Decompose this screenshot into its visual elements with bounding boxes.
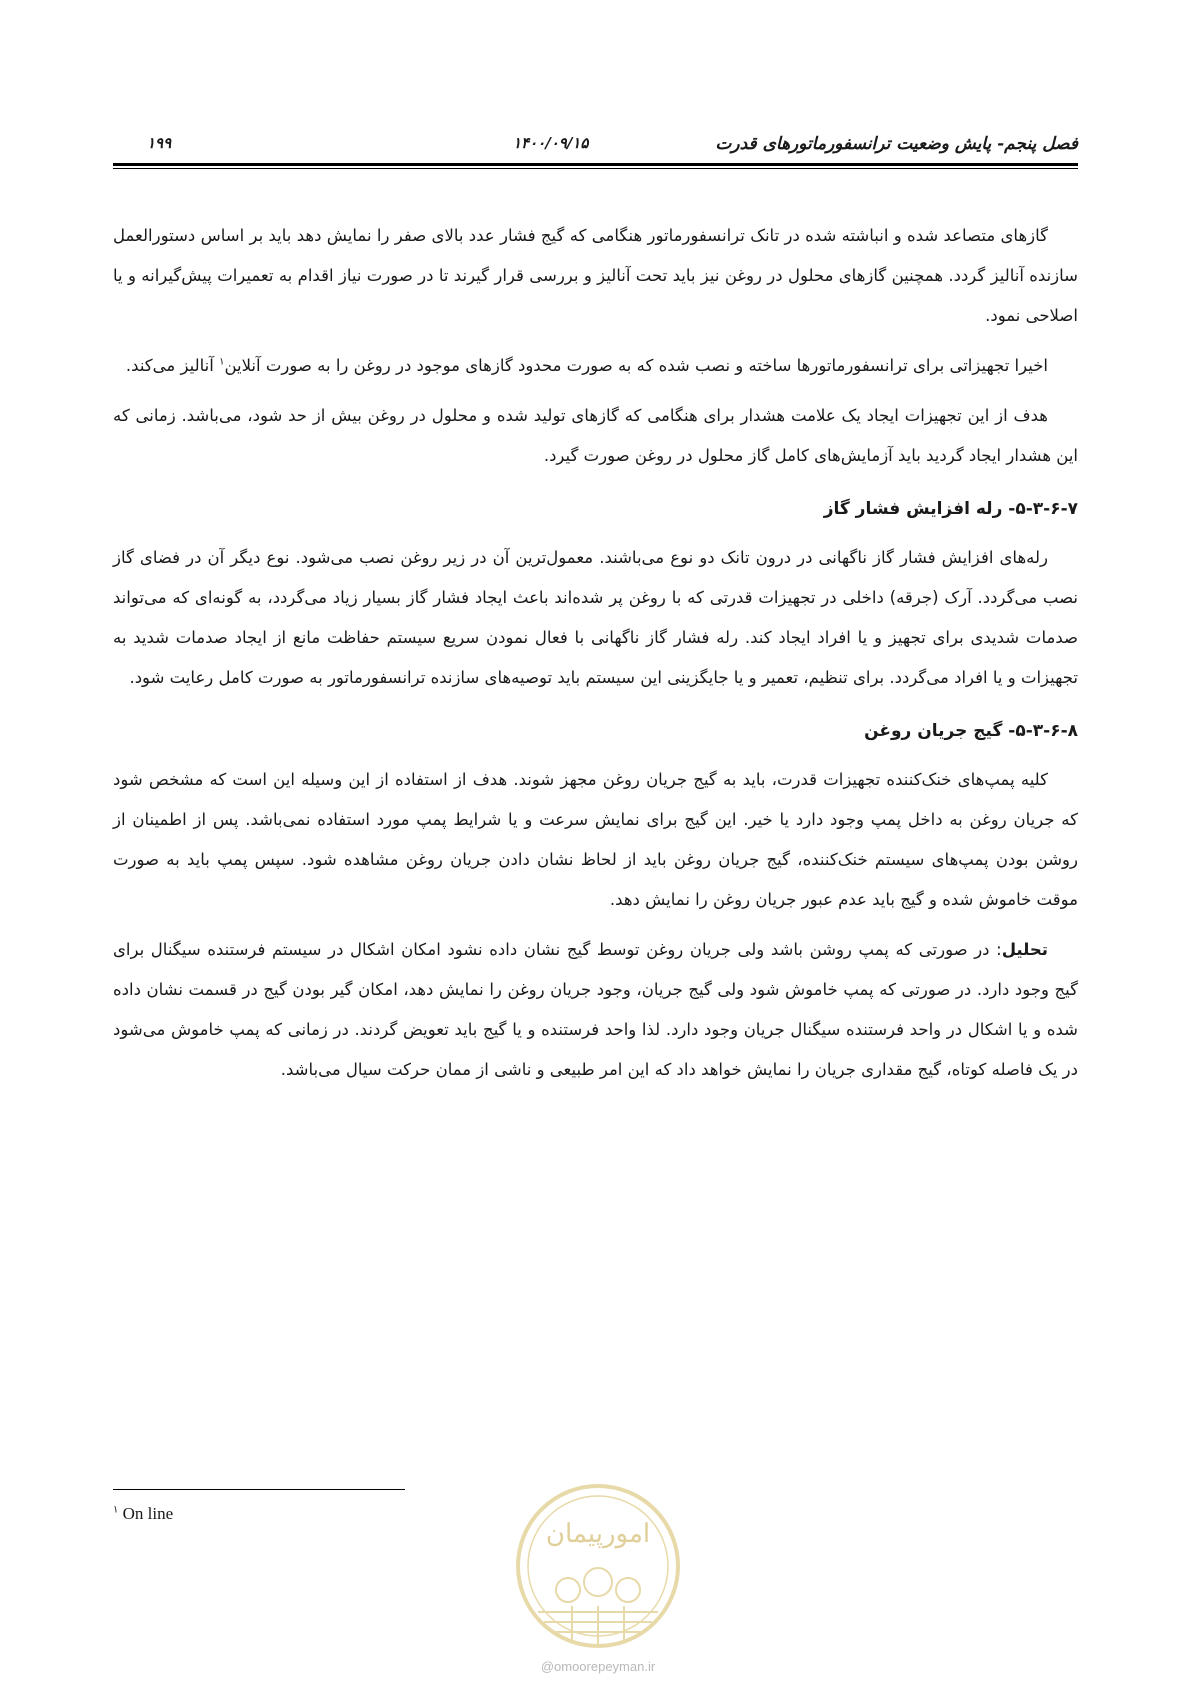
- page-number: ۱۹۹: [147, 134, 172, 152]
- footnote-text: On line: [118, 1504, 174, 1523]
- header-rule: [113, 163, 1078, 166]
- paragraph-text: آنالیز می‌کند.: [125, 356, 220, 375]
- watermark-site: @omoorepeyman.ir: [540, 1659, 656, 1674]
- paragraph-text: : در صورتی که پمپ روشن باشد ولی جریان روغن توسط گیج نشان داده نشود امکان اشکال در سیستم فرستنده سیگنال برای گیج وجود دارد. در صورتی که پمپ خاموش شود ولی گیج جریان، وجود جریان روغن را نمایش دهد، امکان گیر بودن گیج در قسمت نشان داده شده و یا اشکال در واحد فرستنده سیگنال جریان وجود دارد. لذا واحد فرستنده و یا گیج باید تعویض گردند. در زمانی که پمپ خاموش می‌شود در یک فاصله کوتاه، گیج مقداری جریان را نمایش خواهد داد که این امر طبیعی و ناشی از ممان حرکت سیال می‌باشد.: [113, 940, 1078, 1079]
- chapter-title: فصل پنجم- پایش وضعیت ترانسفورماتورهای قدرت: [715, 134, 1078, 154]
- seal-text: امورپیمان: [545, 1519, 651, 1549]
- header-date: ۱۴۰۰/۰۹/۱۵: [513, 134, 589, 152]
- page-body: [113, 216, 1078, 1100]
- footnote-ref[interactable]: ۱: [219, 356, 225, 368]
- paragraph: گازهای متصاعد شده و انباشته شده در تانک ترانسفورماتور هنگامی که گیج فشار عدد بالای صفر را نمایش دهد باید بر اساس دستورالعمل سازنده آنالیز گردد. همچنین گازهای محلول در روغن نیز باید تحت آنالیز و بررسی قرار گیرند تا در صورت نیاز اقدام به تعمیرات پیش‌گیرانه و یا اصلاحی نمود.: [113, 226, 1078, 325]
- paragraph: [113, 346, 1078, 386]
- header-rule-thin: [113, 168, 1078, 169]
- footnote-marker: ۱: [113, 1504, 119, 1516]
- page-header: [113, 128, 1078, 164]
- watermark-seal-icon: [512, 1470, 684, 1660]
- paragraph: رله‌های افزایش فشار گاز ناگهانی در درون تانک دو نوع می‌باشند. معمول‌ترین آن در زیر روغن نصب می‌شود. نوع دیگر آن در فضای گاز نصب می‌گردد. آرک (جرقه) داخلی در تجهیزات قدرتی که با روغن پر شده‌اند باعث ایجاد فشار گاز بسیار زیاد می‌گردد، به گونه‌ای که می‌تواند صدمات شدیدی برای تجهیز و یا افراد ایجاد کند. رله فشار گاز ناگهانی با فعال نمودن سریع سیستم حفاظت مانع از ایجاد صدمات شدید به تجهیزات و یا افراد می‌گردد. برای تنظیم، تعمیر و یا جایگزینی این سیستم باید توصیه‌های سازنده ترانسفورماتور به صورت کامل رعایت شود.: [113, 548, 1078, 687]
- paragraph-text: اخیرا تجهیزاتی برای ترانسفورماتورها ساخته و نصب شده که به صورت محدود گازهای موجود در روغن را به صورت آنلاین: [224, 356, 1048, 375]
- analysis-label: تحلیل: [1001, 940, 1048, 959]
- paragraph: کلیه پمپ‌های خنک‌کننده تجهیزات قدرت، باید به گیج جریان روغن مجهز شوند. هدف از استفاده از این وسیله این است که مشخص شود که جریان روغن به داخل پمپ وجود دارد یا خیر. این گیج برای نمایش سرعت و یا شرایط پمپ مورد استفاده نمی‌باشد. پس از اطمینان از روشن بودن پمپ‌های سیستم خنک‌کننده، گیج جریان روغن باید از لحاظ نشان دادن جریان روغن مشاهده شود. سپس پمپ باید به صورت موقت خاموش شده و گیج باید عدم عبور جریان روغن را نمایش دهد.: [113, 770, 1078, 909]
- footnote: [113, 1504, 173, 1524]
- paragraph: [113, 930, 1078, 1090]
- section-heading: ۵-۳-۶-۷- رله افزایش فشار گاز: [823, 499, 1078, 519]
- paragraph: هدف از این تجهیزات ایجاد یک علامت هشدار برای هنگامی که گازهای تولید شده و محلول در روغن بیش از حد شود، می‌باشد. زمانی که این هشدار ایجاد گردید باید آزمایش‌های کامل گاز محلول در روغن صورت گیرد.: [113, 406, 1078, 465]
- section-heading: ۵-۳-۶-۸- گیج جریان روغن: [864, 721, 1078, 741]
- footnote-rule: [113, 1489, 405, 1490]
